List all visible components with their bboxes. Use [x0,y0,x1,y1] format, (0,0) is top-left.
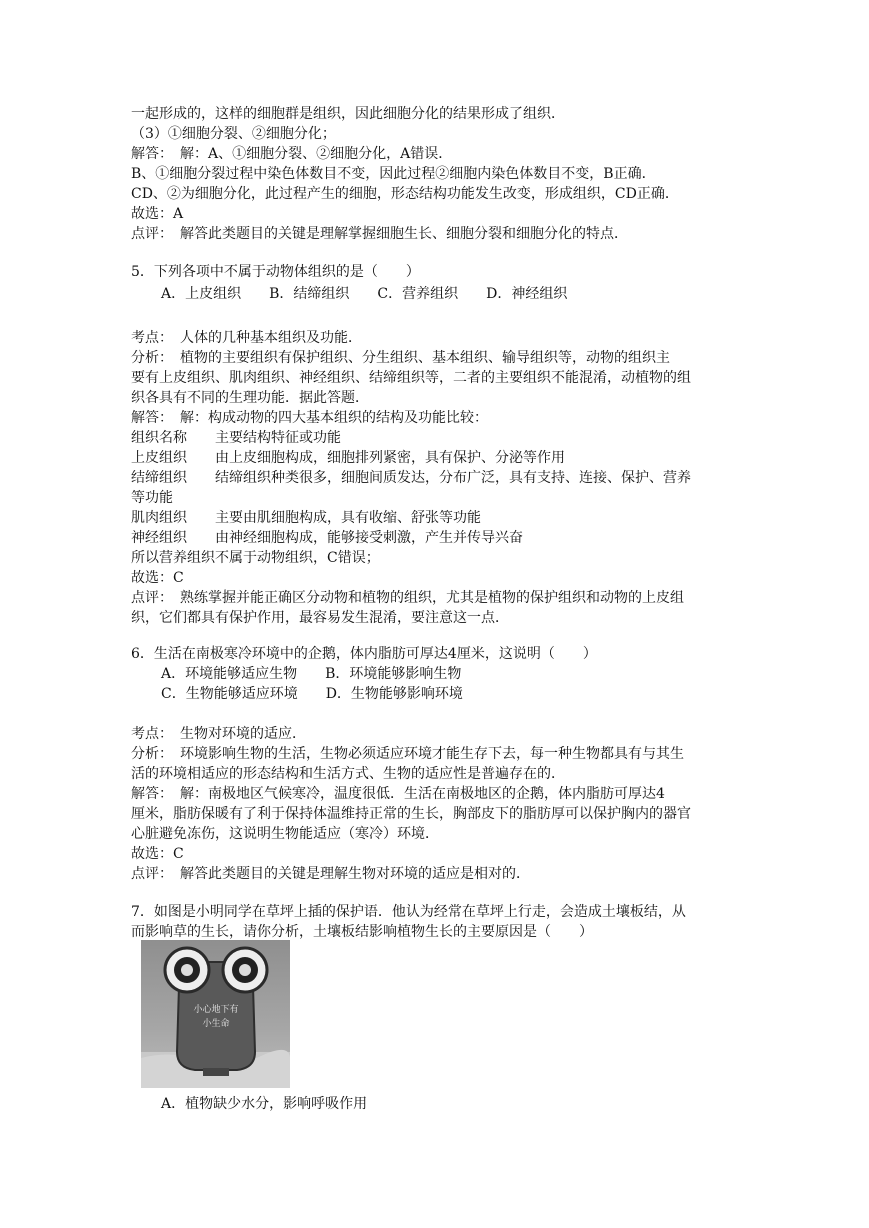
text-line: 点评： 解答此类题目的关键是理解生物对环境的适应是相对的． [131,866,530,882]
text-line: 上皮组织 由上皮细胞构成，细胞排列紧密，具有保护、分泌等作用 [131,450,565,466]
text-line: 神经组织 由神经细胞构成，能够接受刺激，产生并传导兴奋 [131,530,523,546]
text-line: 故选：A [131,206,184,222]
text-line: 要有上皮组织、肌肉组织、神经组织、结缔组织等，二者的主要组织不能混淆，动植物的组 [131,370,691,386]
text-line: 一起形成的，这样的细胞群是组织，因此细胞分化的结果形成了组织． [131,106,565,122]
text-line: 解答： 解：A、①细胞分裂、②细胞分化，A错误． [131,146,453,162]
text-line: 织各具有不同的生理功能．据此答题． [131,390,369,406]
text-line: 点评： 解答此类题目的关键是理解掌握细胞生长、细胞分裂和细胞分化的特点． [131,226,628,242]
text-line: 结缔组织 结缔组织种类很多，细胞间质发达，分布广泛，具有支持、连接、保护、营养 [131,470,691,486]
text-line: 等功能 [131,490,173,506]
text-line: 解答： 解：构成动物的四大基本组织的结构及功能比较： [131,410,488,426]
question-7-stem-cont: 而影响草的生长，请你分析，土壤板结影响植物生长的主要原因是（ ） [131,924,593,940]
text-line: 考点： 生物对环境的适应． [131,726,306,742]
text-line: 织，它们都具有保护作用，最容易发生混淆，要注意这一点． [131,610,509,626]
text-line: （3）①细胞分裂、②细胞分化； [131,126,336,142]
question-5-options: A．上皮组织 B．结缔组织 C．营养组织 D．神经组织 [161,286,568,302]
text-line: CD、②为细胞分化，此过程产生的细胞，形态结构功能发生改变，形成组织，CD正确． [131,186,679,202]
text-line: 组织名称 主要结构特征或功能 [131,430,341,446]
text-line: 活的环境相适应的形态结构和生活方式、生物的适应性是普遍存在的． [131,766,565,782]
question-7-option-a: A．植物缺少水分，影响呼吸作用 [161,1096,368,1112]
question-6-options-row1: A．环境能够适应生物 B．环境能够影响生物 [161,666,462,682]
text-line: 心脏避免冻伤，这说明生物能适应（寒冷）环境． [131,826,439,842]
sign-text-row2: 小生命 [202,1019,230,1029]
text-line: 点评： 熟练掌握并能正确区分动物和植物的组织，尤其是植物的保护组织和动物的上皮组 [131,590,684,606]
text-line: 故选：C [131,570,184,586]
text-line: 考点： 人体的几种基本组织及功能． [131,330,362,346]
text-line: 分析： 环境影响生物的生活，生物必须适应环境才能生存下去，每一种生物都具有与其生 [131,746,684,762]
text-line: 肌肉组织 主要由肌细胞构成，具有收缩、舒张等功能 [131,510,481,526]
text-line: 分析： 植物的主要组织有保护组织、分生组织、基本组织、输导组织等，动物的组织主 [131,350,670,366]
question-6-stem: 6．生活在南极寒冷环境中的企鹅，体内脂肪可厚达4厘米，这说明（ ） [131,646,597,662]
text-line: B、①细胞分裂过程中染色体数目不变，因此过程②细胞内染色体数目不变，B正确． [131,166,656,182]
question-5-stem: 5．下列各项中不属于动物体组织的是（ ） [131,264,420,280]
sign-text-row1: 小心地下有 [193,1005,239,1015]
question-6-options-row2: C．生物能够适应环境 D．生物能够影响环境 [161,686,463,702]
text-line: 所以营养组织不属于动物组织，C错误； [131,550,380,566]
lawn-sign-photo [141,940,290,1088]
text-line: 解答： 解：南极地区气候寒冷，温度很低．生活在南极地区的企鹅，体内脂肪可厚达4 [131,786,665,802]
text-line: 故选：C [131,846,184,862]
text-line: 厘米，脂肪保暖有了利于保持体温维持正常的生长，胸部皮下的脂肪厚可以保护胸内的器官 [131,806,691,822]
question-7-stem: 7．如图是小明同学在草坪上插的保护语．他认为经常在草坪上行走，会造成土壤板结，从 [131,904,686,920]
